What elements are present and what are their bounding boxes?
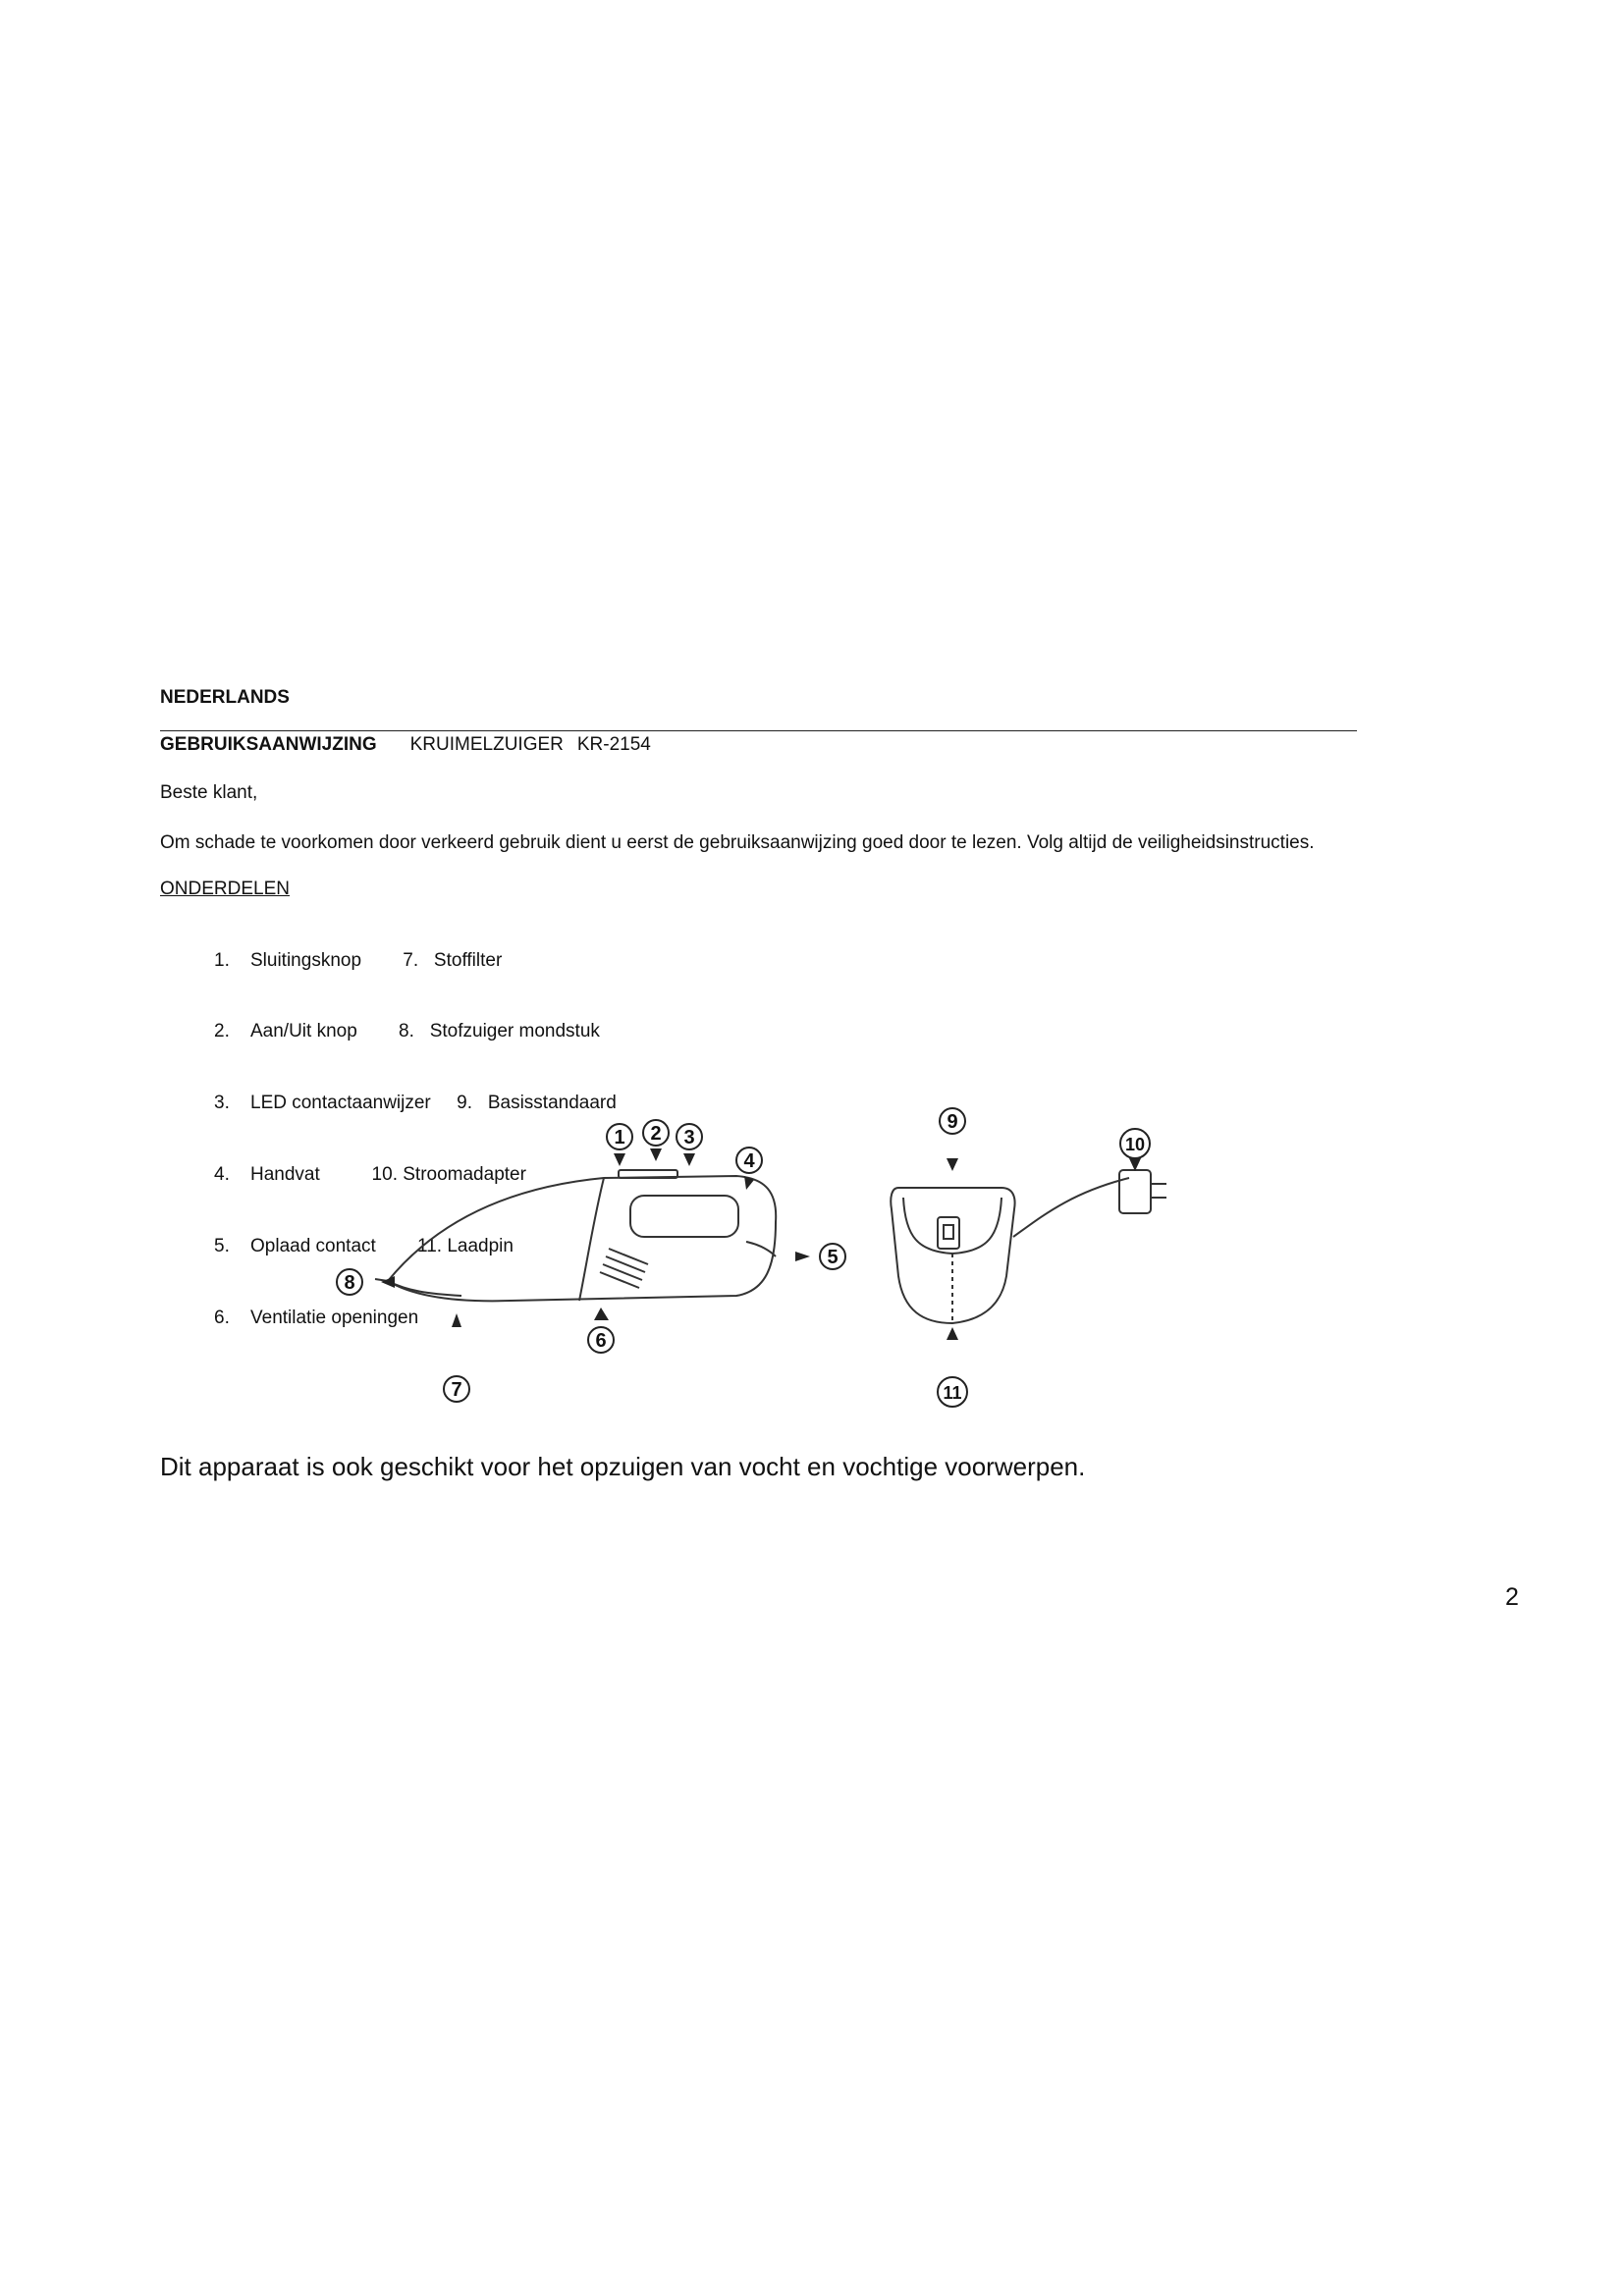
svg-text:7: 7	[451, 1379, 462, 1401]
moisture-note: Dit apparaat is ook geschikt voor het opzuigen van vocht en vochtige voorwerpen.	[160, 1452, 1086, 1481]
parts-list-item	[214, 949, 617, 973]
intro-paragraph: Om schade te voorkomen door verkeerd gebruik dient u eerst de gebruiksaanwijzing goed door te lezen. Volg altijd de veiligheidsinstructies.	[160, 832, 1315, 853]
svg-text:11: 11	[943, 1383, 962, 1403]
charging-pin-holder	[938, 1217, 959, 1249]
parts-heading: ONDERDELEN	[160, 879, 290, 899]
svg-text:6: 6	[595, 1330, 607, 1352]
parts-list-item	[214, 1020, 617, 1043]
parts-item-text: Handvat 10. Stroomadapter	[250, 1164, 526, 1186]
parts-item-text: Oplaad contact 11. Laadpin	[250, 1236, 514, 1257]
callout-5	[820, 1244, 845, 1269]
svg-text:8: 8	[344, 1272, 355, 1294]
model-number: KR-2154	[576, 734, 651, 755]
callout-9	[940, 1108, 965, 1134]
svg-text:2: 2	[650, 1123, 662, 1145]
parts-item-text: Aan/Uit knop 8. Stofzuiger mondstuk	[250, 1021, 600, 1042]
callout-7	[444, 1376, 469, 1402]
callout-8	[337, 1269, 362, 1295]
power-cord	[1013, 1178, 1129, 1237]
svg-text:5: 5	[827, 1247, 839, 1268]
callout-6	[588, 1327, 614, 1353]
ventilation-slots	[600, 1249, 648, 1288]
greeting: Beste klant,	[160, 782, 258, 803]
product-diagram	[314, 1099, 1218, 1423]
parts-item-number: 2.	[214, 1021, 230, 1042]
callout-1	[607, 1124, 632, 1149]
product-name: KRUIMELZUIGER	[409, 734, 564, 755]
svg-text:1: 1	[614, 1127, 625, 1148]
vacuum-handle-opening	[630, 1196, 738, 1237]
callout-4	[736, 1148, 762, 1173]
manual-label: GEBRUIKSAANWIJZING	[160, 734, 377, 755]
svg-text:3: 3	[683, 1127, 695, 1148]
parts-item-number: 6.	[214, 1308, 230, 1329]
callout-2	[643, 1120, 669, 1146]
svg-text:10: 10	[1124, 1135, 1146, 1154]
callout-arrows	[381, 1148, 1141, 1340]
svg-text:9: 9	[947, 1111, 958, 1133]
callout-labels	[337, 1108, 1150, 1407]
power-adapter	[1119, 1170, 1151, 1213]
parts-item-text: Sluitingsknop 7. Stoffilter	[250, 949, 503, 971]
header-divider	[160, 730, 1357, 731]
callout-10	[1120, 1129, 1150, 1158]
language-heading: NEDERLANDS	[160, 687, 290, 708]
parts-item-number: 4.	[214, 1164, 230, 1186]
parts-item-number: 3.	[214, 1093, 230, 1114]
page-number: 2	[1505, 1583, 1519, 1611]
dust-cup-seam	[579, 1178, 604, 1301]
callout-11	[938, 1377, 967, 1407]
svg-text:4: 4	[743, 1150, 755, 1172]
parts-item-text: Ventilatie openingen	[250, 1308, 419, 1329]
parts-item-text: LED contactaanwijzer 9. Basisstandaard	[250, 1093, 617, 1114]
callout-3	[677, 1124, 702, 1149]
manual-title-row	[160, 734, 651, 756]
parts-item-number: 5.	[214, 1236, 230, 1257]
parts-item-number: 1.	[214, 949, 230, 971]
